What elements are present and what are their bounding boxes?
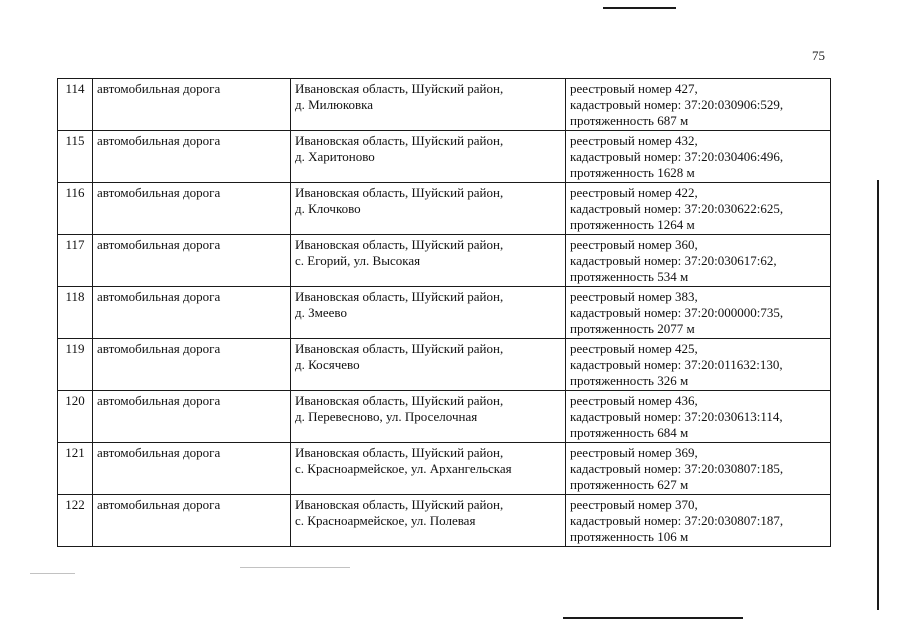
details-line: реестровый номер 427,: [570, 81, 698, 96]
location-line: Ивановская область, Шуйский район,: [295, 445, 504, 460]
details-line: реестровый номер 370,: [570, 497, 698, 512]
details-line: протяженность 627 м: [570, 477, 689, 492]
table-row: [58, 339, 831, 391]
location-line: Ивановская область, Шуйский район,: [295, 341, 504, 356]
object-location: [291, 183, 566, 235]
scan-artifact-top-line: [603, 7, 676, 9]
details-line: протяженность 106 м: [570, 529, 689, 544]
location-line: д. Косячево: [295, 357, 360, 372]
details-line: кадастровый номер: 37:20:000000:735,: [570, 305, 784, 320]
details-line: кадастровый номер: 37:20:030406:496,: [570, 149, 784, 164]
row-number: 117: [58, 235, 93, 287]
registry-table-body: [58, 79, 831, 547]
details-line: реестровый номер 369,: [570, 445, 698, 460]
table-row: [58, 183, 831, 235]
object-type: автомобильная дорога: [93, 235, 291, 287]
details-line: реестровый номер 360,: [570, 237, 698, 252]
details-line: реестровый номер 422,: [570, 185, 698, 200]
row-number: 120: [58, 391, 93, 443]
table-row: [58, 287, 831, 339]
object-type: автомобильная дорога: [93, 131, 291, 183]
details-line: реестровый номер 436,: [570, 393, 698, 408]
object-details: [566, 287, 831, 339]
object-details: [566, 183, 831, 235]
scan-artifact-faint-dots-mid: [240, 567, 350, 568]
object-location: [291, 235, 566, 287]
scan-artifact-bottom-line: [563, 617, 743, 619]
details-line: протяженность 687 м: [570, 113, 689, 128]
object-location: [291, 443, 566, 495]
object-type: автомобильная дорога: [93, 391, 291, 443]
row-number: 116: [58, 183, 93, 235]
table-row: [58, 443, 831, 495]
location-line: Ивановская область, Шуйский район,: [295, 237, 504, 252]
object-details: [566, 495, 831, 547]
details-line: реестровый номер 432,: [570, 133, 698, 148]
object-details: [566, 391, 831, 443]
details-line: протяженность 684 м: [570, 425, 689, 440]
object-type: автомобильная дорога: [93, 495, 291, 547]
object-details: [566, 79, 831, 131]
table-row: [58, 495, 831, 547]
row-number: 118: [58, 287, 93, 339]
details-line: протяженность 2077 м: [570, 321, 695, 336]
table-row: [58, 235, 831, 287]
location-line: д. Перевесново, ул. Проселочная: [295, 409, 478, 424]
object-details: [566, 235, 831, 287]
location-line: д. Змеево: [295, 305, 347, 320]
table-row: [58, 131, 831, 183]
details-line: протяженность 534 м: [570, 269, 689, 284]
details-line: кадастровый номер: 37:20:030807:185,: [570, 461, 784, 476]
object-type: автомобильная дорога: [93, 183, 291, 235]
object-details: [566, 443, 831, 495]
location-line: с. Красноармейское, ул. Полевая: [295, 513, 476, 528]
location-line: Ивановская область, Шуйский район,: [295, 133, 504, 148]
row-number: 122: [58, 495, 93, 547]
location-line: Ивановская область, Шуйский район,: [295, 497, 504, 512]
object-location: [291, 391, 566, 443]
location-line: Ивановская область, Шуйский район,: [295, 289, 504, 304]
details-line: кадастровый номер: 37:20:030807:187,: [570, 513, 784, 528]
row-number: 119: [58, 339, 93, 391]
details-line: кадастровый номер: 37:20:030622:625,: [570, 201, 784, 216]
details-line: реестровый номер 425,: [570, 341, 698, 356]
details-line: протяженность 326 м: [570, 373, 689, 388]
details-line: кадастровый номер: 37:20:030617:62,: [570, 253, 777, 268]
object-location: [291, 131, 566, 183]
object-location: [291, 79, 566, 131]
location-line: д. Харитоново: [295, 149, 375, 164]
object-details: [566, 131, 831, 183]
details-line: кадастровый номер: 37:20:011632:130,: [570, 357, 783, 372]
location-line: с. Егорий, ул. Высокая: [295, 253, 421, 268]
location-line: с. Красноармейское, ул. Архангельская: [295, 461, 512, 476]
object-location: [291, 287, 566, 339]
object-type: автомобильная дорога: [93, 79, 291, 131]
details-line: кадастровый номер: 37:20:030906:529,: [570, 97, 784, 112]
page-number: 75: [812, 48, 825, 63]
details-line: кадастровый номер: 37:20:030613:114,: [570, 409, 783, 424]
row-number: 115: [58, 131, 93, 183]
scan-artifact-right-edge: [877, 180, 879, 610]
object-details: [566, 339, 831, 391]
details-line: протяженность 1628 м: [570, 165, 695, 180]
location-line: д. Клочково: [295, 201, 361, 216]
details-line: реестровый номер 383,: [570, 289, 698, 304]
object-location: [291, 495, 566, 547]
object-type: автомобильная дорога: [93, 443, 291, 495]
location-line: Ивановская область, Шуйский район,: [295, 81, 504, 96]
object-location: [291, 339, 566, 391]
row-number: 114: [58, 79, 93, 131]
object-type: автомобильная дорога: [93, 287, 291, 339]
table-row: [58, 79, 831, 131]
location-line: Ивановская область, Шуйский район,: [295, 185, 504, 200]
table-row: [58, 391, 831, 443]
road-registry-table: [57, 78, 831, 547]
row-number: 121: [58, 443, 93, 495]
details-line: протяженность 1264 м: [570, 217, 695, 232]
scan-artifact-faint-dots-left: [30, 573, 75, 574]
object-type: автомобильная дорога: [93, 339, 291, 391]
location-line: Ивановская область, Шуйский район,: [295, 393, 504, 408]
location-line: д. Милюковка: [295, 97, 374, 112]
